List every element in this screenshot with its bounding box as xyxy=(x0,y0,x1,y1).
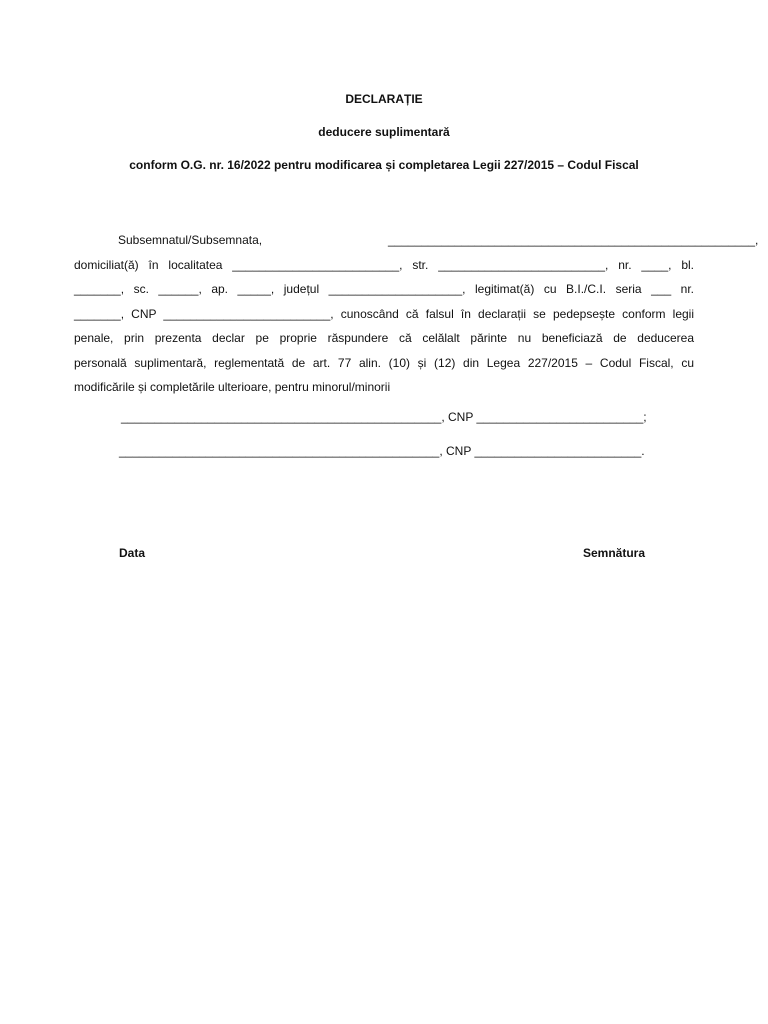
body-line: personală suplimentară, reglementată de art. 77 alin. (10) și (12) din Legea 227/2015 – Codul Fiscal, cu xyxy=(74,355,694,370)
body-line: penale, prin prezenta declar pe proprie răspundere că celălalt părinte nu beneficiază de deducerea xyxy=(74,331,694,345)
body-line: _______, sc. ______, ap. _____, județul ____________________, legitimat(ă) cu B.I./C.I. seria ___ nr. xyxy=(74,282,694,296)
legal-basis: conform O.G. nr. 16/2022 pentru modificarea și completarea Legii 227/2015 – Codul Fiscal xyxy=(129,158,639,172)
document-subtitle: deducere suplimentară xyxy=(318,125,450,139)
signature-label: Semnătura xyxy=(583,546,646,560)
minor-entry-line: ________________________________________________, CNP _________________________. xyxy=(119,444,645,458)
declaration-body xyxy=(74,228,759,400)
body-line: modificările și completările ulterioare, pentru minorul/minorii xyxy=(74,380,391,394)
date-label: Data xyxy=(119,546,146,560)
minor-entry-line: ________________________________________________, CNP _________________________; xyxy=(121,410,647,424)
declarant-name-blank: _______________________________________________________, xyxy=(388,233,759,247)
document-title: DECLARAȚIE xyxy=(345,92,423,106)
declarant-name-line xyxy=(74,228,759,253)
body-line: _______, CNP _________________________, cunoscând că falsul în declarații se pedepsește conform legii xyxy=(74,306,694,321)
body-line: domiciliat(ă) în localitatea _________________________, str. _________________________, nr. ____, bl. xyxy=(74,257,694,272)
declarant-label: Subsemnatul/Subsemnata, xyxy=(118,233,263,247)
